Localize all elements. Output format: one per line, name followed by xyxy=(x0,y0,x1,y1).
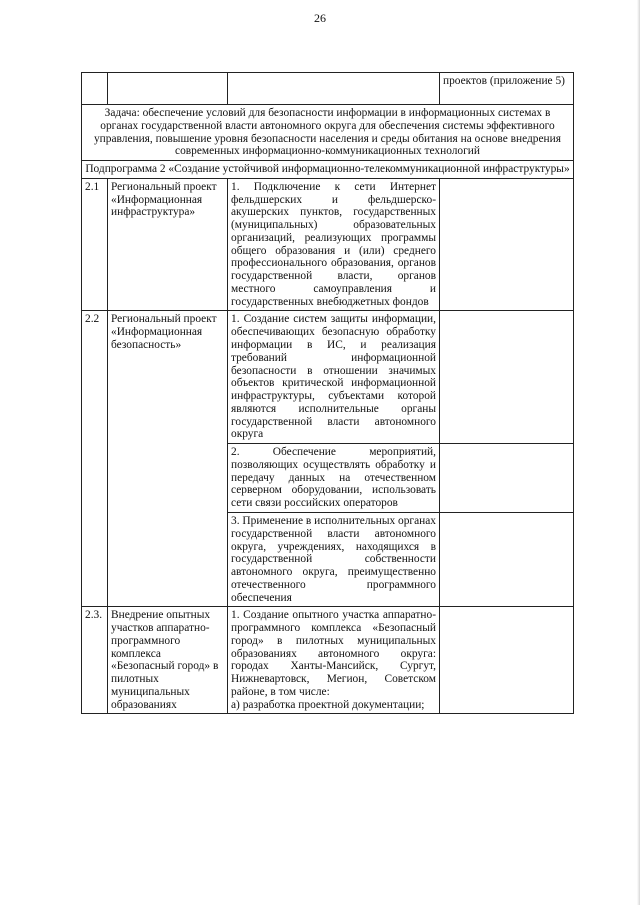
table-row xyxy=(82,178,574,311)
table-row-continuation xyxy=(82,73,574,105)
empty-cell xyxy=(440,178,574,311)
continuation-text-cell: проектов (приложение 5) xyxy=(440,73,574,105)
table-row xyxy=(82,311,574,444)
row-number: 2.2 xyxy=(82,311,108,607)
program-table xyxy=(81,72,574,714)
empty-cell xyxy=(440,444,574,513)
event-text: 1. Создание систем защиты информации, обеспечивающих безопасную обработку информации в ИС, и реализация требований информационной безопасности в отношении значимых объектов критической информационной инфраструктуры, субъектами которой являются исполнительные органы государственной власти автономного округа xyxy=(228,311,440,444)
event-text: 3. Применение в исполнительных органах государственной власти автономного округа, учреждениях, находящихся в государственной собственности автономного округа, преимущественно отечественного программного обеспечения xyxy=(228,512,440,606)
project-name: Региональный проект «Информационная инфраструктура» xyxy=(108,178,228,311)
row-number: 2.1 xyxy=(82,178,108,311)
event-text: 1. Создание опытного участка аппаратно-программного комплекса «Безопасный город» в пилотных муниципальных образованиях автономного округа: городах Ханты-Мансийск, Сургут, Нижневартовск, Мегион, Советском районе, в том числе: xyxy=(231,609,436,698)
empty-cell xyxy=(440,512,574,606)
event-subitem-text: а) разработка проектной документации; xyxy=(231,698,425,711)
empty-cell xyxy=(440,311,574,444)
project-name: Внедрение опытных участков аппаратно-программного комплекса «Безопасный город» в пилотных муниципальных образованиях xyxy=(108,607,228,714)
empty-cell xyxy=(228,73,440,105)
row-number: 2.3. xyxy=(82,607,108,714)
empty-cell xyxy=(82,73,108,105)
project-name: Региональный проект «Информационная безопасность» xyxy=(108,311,228,607)
empty-cell xyxy=(108,73,228,105)
empty-cell xyxy=(440,607,574,714)
event-cell xyxy=(228,607,440,714)
event-text: 1. Подключение к сети Интернет фельдшерских и фельдшерско-акушерских пунктов, государственных (муниципальных) образовательных организаций, реализующих программы общего образования и (или) среднего профессионального образования, органов государственной власти, органов местного самоуправления и государственных внебюджетных фондов xyxy=(228,178,440,311)
subprogram-title: Подпрограмма 2 «Создание устойчивой информационно-телекоммуникационной инфраструктуры» xyxy=(82,161,574,179)
subprogram-row xyxy=(82,161,574,179)
table-row xyxy=(82,607,574,714)
task-row xyxy=(82,105,574,161)
event-text: 2. Обеспечение мероприятий, позволяющих осуществлять обработку и передачу данных на отечественном серверном оборудовании, использовать сети связи российских операторов xyxy=(228,444,440,513)
task-text: Задача: обеспечение условий для безопасности информации в информационных системах в органах государственной власти автономного округа для обеспечения системы эффективного управления, повышение уровня безопасности населения и среды обитания на основе внедрения современных информационно-коммуникационных технологий xyxy=(82,105,574,161)
page-number: 26 xyxy=(314,11,326,25)
